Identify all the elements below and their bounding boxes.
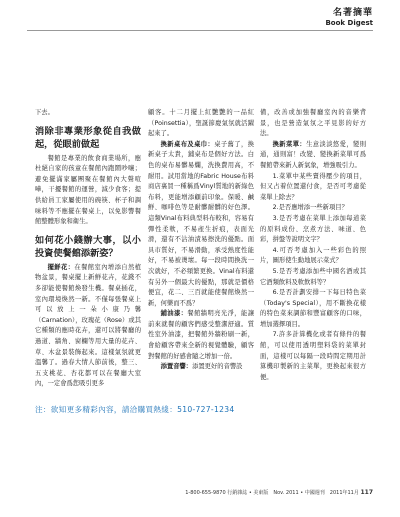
section-title-english: Book Digest — [325, 19, 373, 27]
paragraph — [148, 309, 254, 362]
list-item: 5.是否考慮添加些中國名酒或其它酒類飲料及軟飲料等？ — [260, 267, 366, 286]
paragraph: 顧客。十二月擺上紅艷艷的一品紅（Poinsettia），聖誕節慶氣氛就活躍起來了。 — [148, 109, 254, 138]
column-2 — [148, 108, 254, 373]
paragraph: 餐館是專業的飲食商業場所，應杜絕自家的孩童在餐館內跑鬧吵嚷；避免擺滿家屬團聚在餐館內大聲喧嘩，干擾餐館的運營，減少食客；提供給員工家屬使用的碗筷、杯子和調味料等不應擺在餐桌上，以免影響餐館整體形象和衛生。 — [35, 154, 141, 226]
column-3 — [260, 108, 366, 383]
paragraph — [148, 140, 254, 310]
paragraph-label: 添置音響： — [160, 363, 193, 371]
subheading-2: 如何花小錢辦大事，以小投資使餐館添新姿？ — [35, 234, 141, 259]
footer-text: 1-800-655-9870 行銷雜誌 • 美東版 Nov. 2011 • 中國週刊 2011年11月 — [185, 490, 359, 496]
list-item: 7.許多計算機化或者有條件的餐館，可以使用透明塑料袋的菜單封面，這樣可以每隔一段時間定期用計算機印製新的主菜單，更換起來很方便。 — [260, 331, 366, 381]
magazine-header — [325, 8, 373, 28]
page-footer — [185, 489, 373, 496]
paragraph-label: 換新菜單： — [272, 140, 307, 148]
list-item: 6.是否計劃安排一下每日特色菜（Today's Special），用不斷換花樣的特色菜來調節和豐富顧客的口味，增加選擇項目。 — [260, 289, 366, 328]
paragraph-text: 桌子舊了，換新桌子太貴，鋪桌布是個好方法。白色的桌布易髒易爛，洗換費用高，不耐用。試用當地的Fabric House布料商店裏買一種稱爲Vinyl質地的新綠色布料，更能增添顧前印象。保暖、鹹鮮、咖啡色等是耐髒耐髒的好色澤。這類Vinal布料典型料布較和，容易有彈性柔軟，不易產生折痕，表面光滑，還有不沾油漬易擦洗的優點。面具市質好，不易滑動，承受熱度性能好，不易被燙壞。每一段時間換洗一次就好，不必頻繁更換。Vinal布料還有另外一個最大的優點，那就是價格便宜，花二、三百就能使餐館煥然一新，何樂而不爲？ — [148, 140, 255, 307]
paragraph-text: 餐館牆明亮光淨，能讓前來就餐的顧客們感受整潔舒適。質性室外油漆，把餐館外牆粉刷一新，會給顧客帶來全新的視覺體驗，顧客對餐館的好感會隨之增加一倍。 — [148, 310, 255, 360]
paragraph: 備，改善或加強餐廳室內的音樂背景，也是營造氣氛之平見影的好方法。 — [260, 109, 366, 138]
column-1 — [35, 108, 141, 390]
subheading-1: 消除非專業形象從自我做起，從眼前做起 — [35, 125, 141, 150]
paragraph — [148, 362, 254, 373]
list-item: 3.是否考慮在菜單上添加每道菜的原料成份、烹煮方法、味道、色彩，拼盤等說明文字？ — [260, 214, 366, 244]
list-item: 2.是否應增添一些新項目？ — [272, 204, 348, 212]
header-rule — [27, 30, 373, 31]
page-number: 117 — [360, 489, 373, 496]
list-item: 4.可否考慮加入一些彩色的照片，圖形使生動地展示菜式？ — [260, 246, 366, 265]
paragraph-label: 鋪油漆： — [160, 310, 188, 318]
paragraph-text: 在餐館室內增添自然植物盆景，餐桌擺上新鮮花卉，花錢不多卻能使餐館煥發生機。餐桌插花，室內環境煥然一新。不僅每張餐桌上可以放上一朵小康乃馨（Carnation），玫瑰花（Rose）或其它種類的應時花卉，還可以將餐廳的過道、牆角、窗欄等用大量的花卉、草、木盆景裝飾起來。這樣氣氛就更溫馨了。過春大情人節前後，整三、五支桃花、杏花都可以在餐廳大室內，一定會爲您吸引更多 — [35, 263, 142, 388]
paragraph: 下去。 — [35, 109, 54, 116]
list-item: 1.菜單中某些賣得壓少的項目，但又占着位置還付食，是否可考慮從菜單上除去？ — [260, 172, 366, 201]
paragraph-label: 擺鮮花： — [47, 263, 75, 271]
paragraph-text: 添置更好的音響設 — [192, 363, 243, 371]
paragraph-label: 換新桌布及桌巾： — [160, 140, 215, 148]
section-title: 名著摘華 — [332, 8, 373, 18]
paragraph — [35, 263, 141, 390]
paragraph-text: 生意淡淡悠愛，變則通，通則富！改變、變換新菜單可爲餐館帶來新人新氣象，增強吸引力。 — [260, 140, 367, 169]
order-hotline-note: 注：欲知更多精彩內容，請洽購買熱綫：510-727-1234 — [35, 405, 235, 414]
paragraph — [260, 140, 366, 172]
